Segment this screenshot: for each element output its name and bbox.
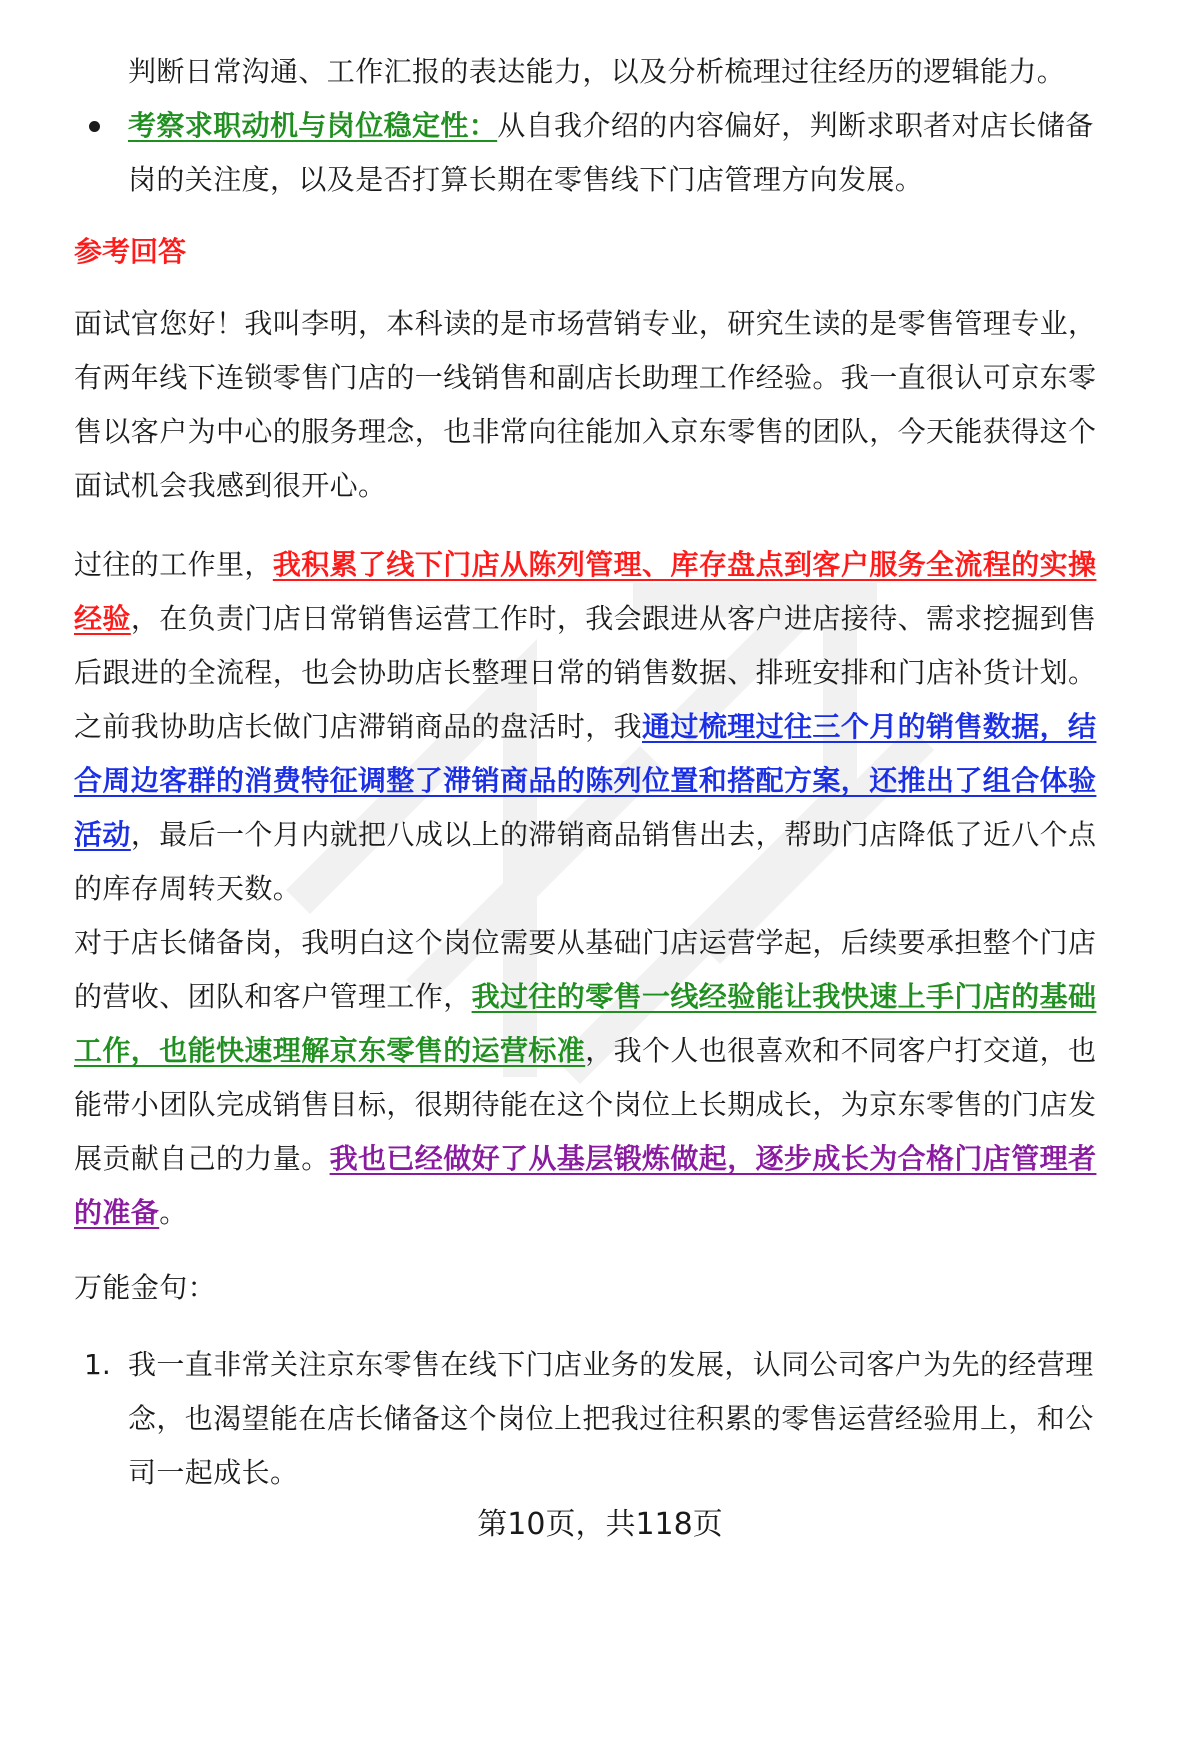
page-number-footer: 第10页，共118页 bbox=[477, 1507, 723, 1542]
para2-highlight-blue-end: 活动 bbox=[74, 818, 131, 851]
para2-line3: 后跟进的全流程，也会协助店长整理日常的销售数据、排班安排和门店补货计划。 bbox=[74, 656, 1097, 689]
para2-line1 bbox=[74, 545, 1096, 585]
para2-line4 bbox=[74, 707, 1096, 747]
para1-line2: 有两年线下连锁零售门店的一线销售和副店长助理工作经验。我一直很认可京东零 bbox=[74, 361, 1097, 394]
bullet-motivation-label: 考察求职动机与岗位稳定性： bbox=[128, 109, 498, 142]
para2-line4-plain: 之前我协助店长做门店滞销商品的盘活时，我 bbox=[74, 710, 643, 743]
section-heading: 参考回答 bbox=[74, 235, 187, 268]
para3-highlight-green: 我过往的零售一线经验能让我快速上手门店的基础 bbox=[471, 980, 1097, 1013]
para3-line4: 能带小团队完成销售目标，很期待能在这个岗位上长期成长，为京东零售的门店发 bbox=[74, 1088, 1097, 1121]
para2-highlight-red: 我积累了线下门店从陈列管理、库存盘点到客户服务全流程的实操 bbox=[272, 548, 1097, 581]
para2-line7: 的库存周转天数。 bbox=[74, 872, 302, 905]
para3-line6 bbox=[74, 1193, 188, 1233]
para3-line1: 对于店长储备岗，我明白这个岗位需要从基础门店运营学起，后续要承担整个门店 bbox=[74, 926, 1097, 959]
para2-line2-plain: ，在负责门店日常销售运营工作时，我会跟进从客户进店接待、需求挖掘到售 bbox=[130, 602, 1097, 635]
para3-line2-plain: 的营收、团队和客户管理工作， bbox=[74, 980, 472, 1013]
para1-line3: 售以客户为中心的服务理念，也非常向往能加入京东零售的团队，今天能获得这个 bbox=[74, 415, 1097, 448]
para3-highlight-purple: 我也已经做好了从基层锻炼做起，逐步成长为合格门店管理者 bbox=[329, 1142, 1097, 1175]
bullet-motivation-text: 从自我介绍的内容偏好，判断求职者对店长储备 bbox=[497, 109, 1094, 142]
bullet-continuation-line: 判断日常沟通、工作汇报的表达能力，以及分析梳理过往经历的逻辑能力。 bbox=[128, 55, 1066, 88]
para1-line4: 面试机会我感到很开心。 bbox=[74, 469, 387, 502]
list-number: 1. bbox=[84, 1348, 111, 1381]
para2-line6-plain: ，最后一个月内就把八成以上的滞销商品销售出去，帮助门店降低了近八个点 bbox=[130, 818, 1097, 851]
para2-highlight-red-end: 经验 bbox=[74, 602, 131, 635]
golden-item1-line1: 我一直非常关注京东零售在线下门店业务的发展，认同公司客户为先的经营理 bbox=[128, 1348, 1094, 1381]
para2-line6 bbox=[74, 815, 1096, 855]
para3-highlight-green-end: 工作，也能快速理解京东零售的运营标准 bbox=[74, 1034, 586, 1067]
para2-line2 bbox=[74, 599, 1096, 639]
para3-line2 bbox=[74, 977, 1096, 1017]
para3-line5 bbox=[74, 1139, 1096, 1179]
golden-item1-line3: 司一起成长。 bbox=[128, 1456, 299, 1489]
para2-line1-plain: 过往的工作里， bbox=[74, 548, 273, 581]
golden-item1-line2: 念，也渴望能在店长储备这个岗位上把我过往积累的零售运营经验用上，和公 bbox=[128, 1402, 1094, 1435]
para2-highlight-blue: 通过梳理过往三个月的销售数据，结 bbox=[642, 710, 1097, 743]
bullet-motivation-line1 bbox=[128, 106, 1094, 146]
para3-highlight-purple-end: 的准备 bbox=[74, 1196, 160, 1229]
para3-line3-plain: ，我个人也很喜欢和不同客户打交道，也 bbox=[585, 1034, 1097, 1067]
bullet-motivation-line2: 岗的关注度，以及是否打算长期在零售线下门店管理方向发展。 bbox=[128, 163, 924, 196]
para1-line1: 面试官您好！我叫李明，本科读的是市场营销专业，研究生读的是零售管理专业， bbox=[74, 307, 1097, 340]
bullet-dot bbox=[89, 121, 100, 132]
para2-line5 bbox=[74, 761, 1096, 801]
para3-line5-plain: 展贡献自己的力量。 bbox=[74, 1142, 330, 1175]
golden-title: 万能金句： bbox=[74, 1271, 217, 1304]
para3-line3 bbox=[74, 1031, 1096, 1071]
para3-line6-plain: 。 bbox=[159, 1196, 188, 1229]
para2-highlight-blue-mid: 合周边客群的消费特征调整了滞销商品的陈列位置和搭配方案，还推出了组合体验 bbox=[74, 764, 1097, 797]
